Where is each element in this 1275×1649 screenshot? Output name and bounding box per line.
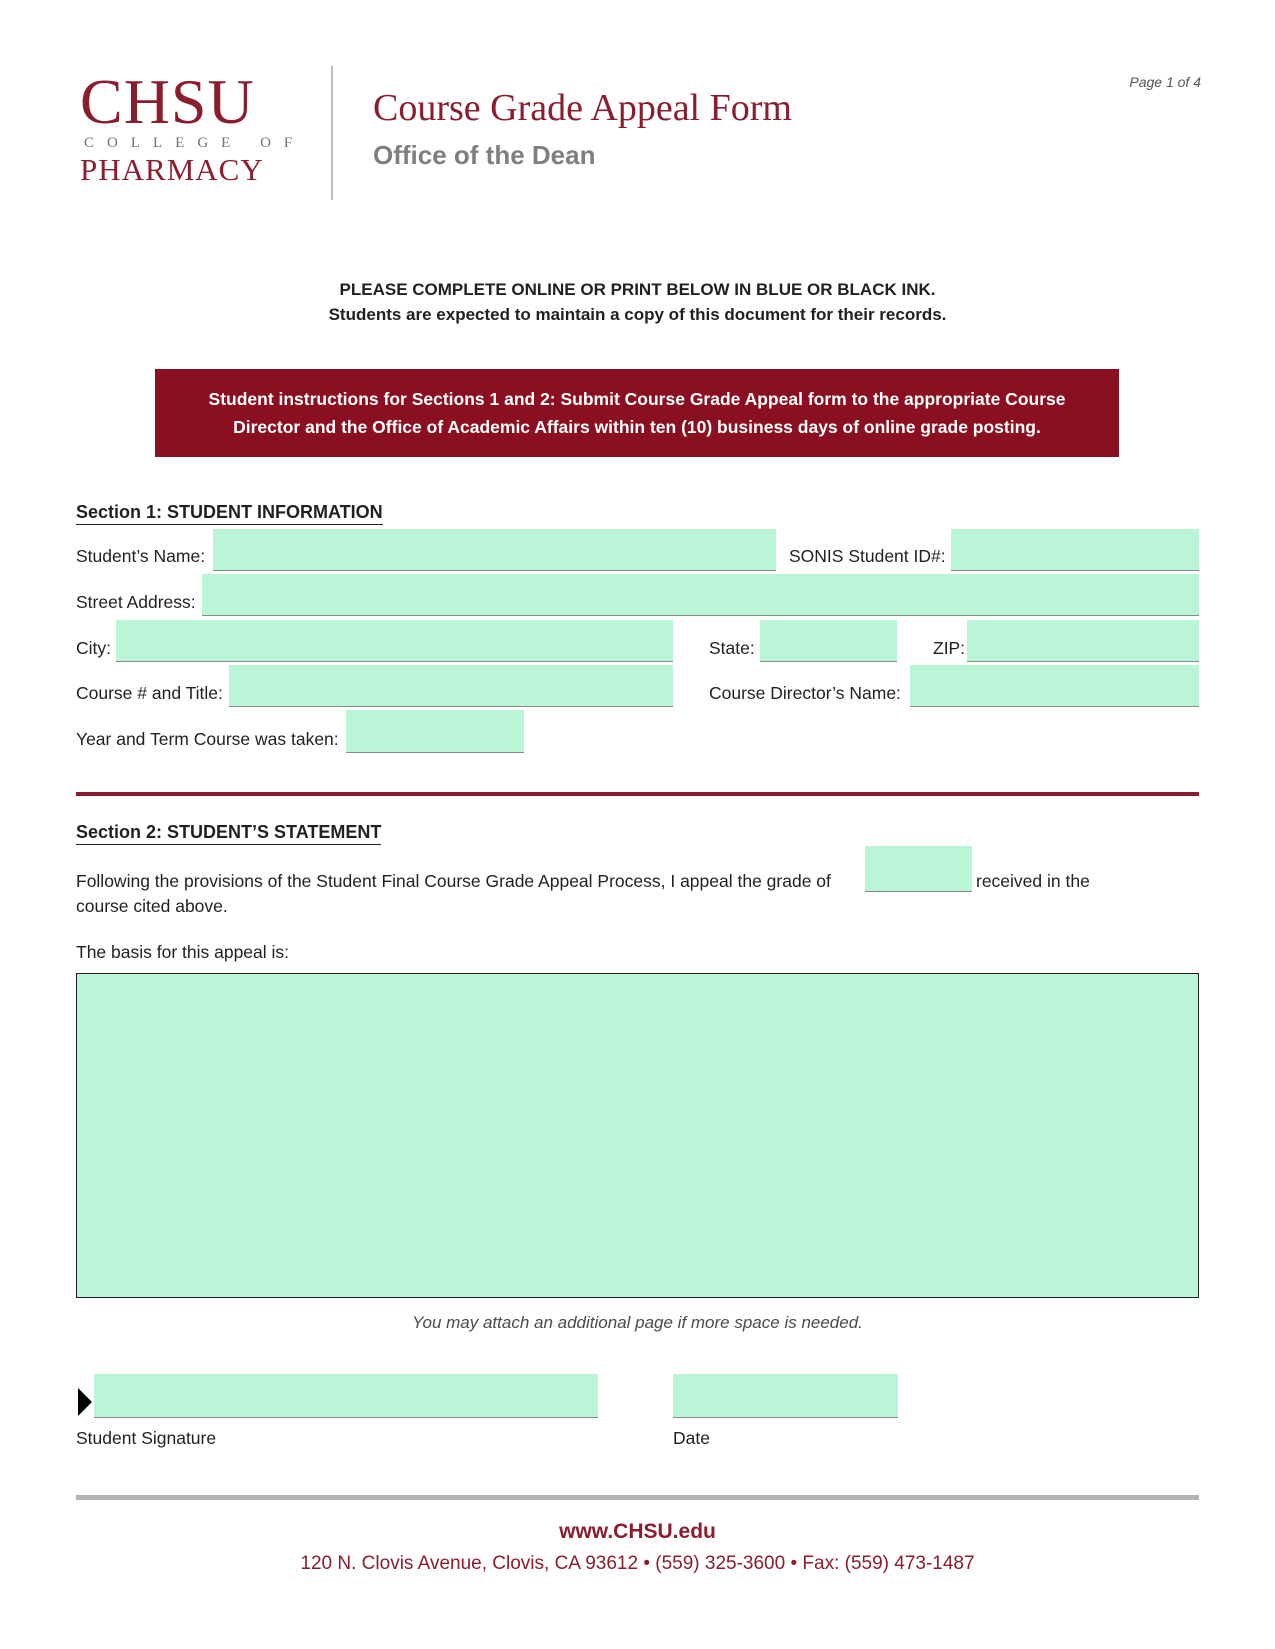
sonis-id-label: SONIS Student ID#: <box>789 546 946 566</box>
statement-line-2: course cited above. <box>76 896 228 916</box>
ink-notice: PLEASE COMPLETE ONLINE OR PRINT BELOW IN BLUE OR BLACK INK. <box>339 280 936 299</box>
section-2-heading: Section 2: STUDENT’S STATEMENT <box>76 822 381 845</box>
instructions-banner <box>155 369 1119 457</box>
state-label: State: <box>709 638 755 658</box>
form-subtitle: Office of the Dean <box>373 140 596 170</box>
banner-line-2: Director and the Office of Academic Affairs within ten (10) business days of online grade posting. <box>233 417 1041 437</box>
banner-line-1: Student instructions for Sections 1 and 2: Submit Course Grade Appeal form to the appropriate Course <box>208 389 1066 409</box>
records-notice: Students are expected to maintain a copy of this document for their records. <box>328 305 947 324</box>
sonis-id-field[interactable] <box>951 529 1199 571</box>
zip-label: ZIP: <box>933 638 966 658</box>
page-indicator: Page 1 of 4 <box>1129 74 1201 90</box>
student-name-label: Student’s Name: <box>76 546 206 566</box>
course-director-field[interactable] <box>910 665 1199 707</box>
statement-suffix: received in the <box>976 871 1090 891</box>
logo-pharmacy: PHARMACY <box>80 152 264 187</box>
section-divider <box>76 792 1199 796</box>
year-term-label: Year and Term Course was taken: <box>76 729 339 749</box>
appealed-grade-field[interactable] <box>865 846 972 892</box>
date-field[interactable] <box>673 1374 898 1418</box>
appeal-basis-textarea[interactable] <box>76 973 1199 1298</box>
street-address-field[interactable] <box>202 574 1199 616</box>
attach-note: You may attach an additional page if more space is needed. <box>412 1313 863 1332</box>
course-title-label: Course # and Title: <box>76 683 223 703</box>
zip-field[interactable] <box>967 620 1199 662</box>
statement-prefix: Following the provisions of the Student Final Course Grade Appeal Process, I appeal the grade of <box>76 871 831 891</box>
signature-arrow-icon <box>78 1388 92 1416</box>
form-title: Course Grade Appeal Form <box>373 87 792 129</box>
appeal-basis-label: The basis for this appeal is: <box>76 942 290 962</box>
signature-field[interactable] <box>94 1374 598 1418</box>
city-field[interactable] <box>116 620 673 662</box>
logo-chsu: CHSU <box>80 66 255 137</box>
section-1-heading: Section 1: STUDENT INFORMATION <box>76 502 383 525</box>
footer-address: 120 N. Clovis Avenue, Clovis, CA 93612 • (559) 325-3600 • Fax: (559) 473-1487 <box>300 1553 975 1574</box>
signature-label: Student Signature <box>76 1428 217 1448</box>
footer-website-link[interactable]: www.CHSU.edu <box>559 1520 716 1543</box>
city-label: City: <box>76 638 111 658</box>
student-name-field[interactable] <box>213 529 776 571</box>
course-title-field[interactable] <box>229 665 673 707</box>
state-field[interactable] <box>760 620 897 662</box>
year-term-field[interactable] <box>346 710 524 753</box>
date-label: Date <box>673 1428 710 1448</box>
footer-divider <box>76 1495 1199 1500</box>
logo-college-of: COLLEGE OF <box>84 135 306 151</box>
header-divider <box>331 66 333 200</box>
street-address-label: Street Address: <box>76 592 196 612</box>
course-director-label: Course Director’s Name: <box>709 683 901 703</box>
